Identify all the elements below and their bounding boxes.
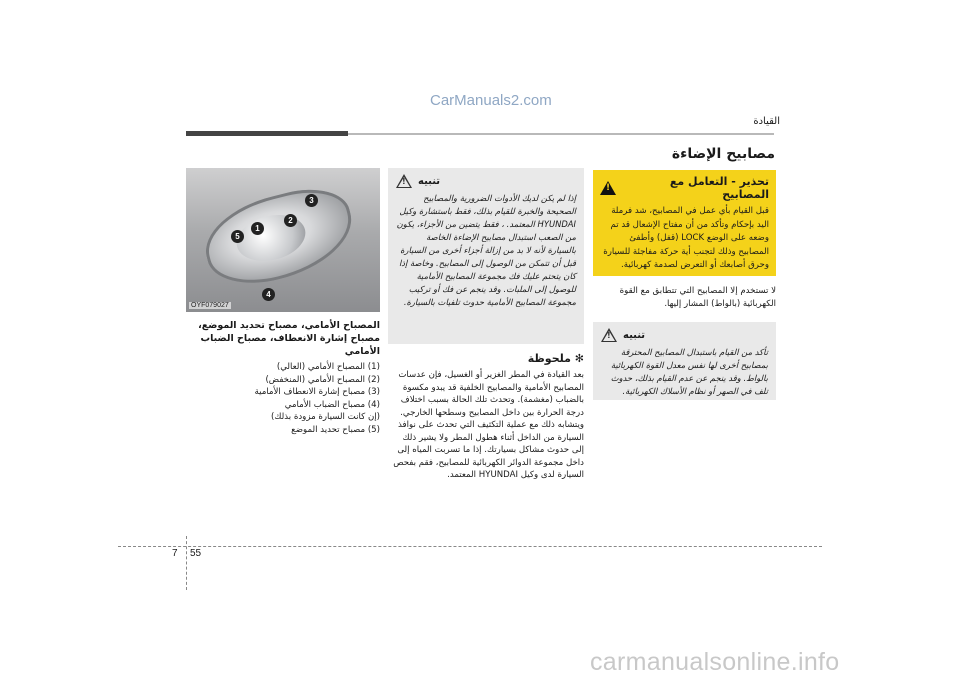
note-body: ﺑﻌﺪ ﺍﻟﻘﻴﺎﺩﺓ ﻓﻲ ﺍﻟﻤﻄﺮ ﺍﻟﻐﺰﻳﺮ ﺃﻭ ﺍﻟﻐﺴﻴﻞ، ﻓﺈﻥ ﻋﺪﺳﺎﺕ ﺍﻟﻤﺼﺎﺑﻴﺢ ﺍﻷﻣﺎﻣﻴﺔ ﻭﺍﻟﻤﺼﺎﺑﻴﺢ ﺍﻟﺨﻠﻔﻴﺔ ﻗﺪ ﻳﺒﺪﻭ ﻣﻜﺴﻮﺓ ﺑﺎﻟﻀﺒﺎﺏ (ﻣﻐﺸﻤﺔ). ﻭﺗﺤﺪﺙ ﺗﻠﻚ ﺍﻟﺤﺎﻟﺔ ﺑﺴﺒﺐ ﺍﺧﺘﻼﻑ ﺩﺭﺟﺔ ﺍﻟﺤﺮﺍﺭﺓ ﺑﻴﻦ ﺩﺍﺧﻞ ﺍﻟﻤﺼﺎﺑﻴﺢ ﻭﺳﻄﺤﻬﺎ ﺍﻟﺨﺎﺭﺟﻲ. ﻭﻳﺘﺸﺎﺑﻪ ﺫﻟﻚ ﻣﻊ ﻋﻤﻠﻴﺔ ﺍﻟﺘﻜﺜﻴﻒ ﺍﻟﺘﻲ ﺗﺤﺪﺙ ﻋﻠﻰ ﻧﻮﺍﻓﺬ ﺍﻟﺴﻴﺎﺭﺓ ﻣﻦ ﺍﻟﺪﺍﺧﻞ ﺃﺛﻨﺎﺀ ﻫﻄﻮﻝ ﺍﻟﻤﻄﺮ ﻭﻻ ﻳﺸﻴﺮ ﺫﻟﻚ ﺇﻟﻰ ﺣﺪﻭﺙ ﻣﺸﺎﻛﻞ ﺑﺴﻴﺎﺭﺗﻚ. ﺇﺫﺍ ﻣﺎ ﺗﺴﺮﺑﺖ ﺍﻟﻤﻴﺎﻩ ﺇﻟﻰ ﺩﺍﺧﻞ ﻣﺠﻤﻮﻋﺔ ﺍﻟﺪﻭﺍﺋﺮ ﺍﻟﻜﻬﺮﺑﺎﺋﻴﺔ ﻟﻠﻤﺼﺎﺑﻴﺢ، ﻓﻘﻢ ﺑﻔﺤﺺ ﺍﻟﺴﻴﺎﺭﺓ ﻟﺪﻯ ﻭﻛﻴﻞ HYUNDAI ﺍﻟﻤﻌﺘﻤﺪ.: [393, 370, 584, 480]
figure-caption: [186, 319, 380, 436]
headlamp-image: [196, 179, 361, 295]
caution-triangle-icon: [601, 328, 617, 342]
warning-body: ﻗﺒﻞ ﺍﻟﻘﻴﺎﻡ ﺑﺄﻱ ﻋﻤﻞ ﻓﻲ ﺍﻟﻤﺼﺎﺑﻴﺢ، ﺷﺪ ﻓﺮﻣﻠﺔ ﺍﻟﻴﺪ ﺑﺈﺣﻜﺎﻡ ﻭﺗﺄﻛﺪ ﻣﻦ ﺃﻥ ﻣﻔﺘﺎﺡ ﺍﻹﺷﻌﺎﻝ ﻗﺪ ﺗﻢ ﻭﺿﻌﻪ ﻋﻠﻰ ﺍﻟﻮﺿﻊ LOCK (ﻗﻔﻞ) ﻭﺃﻃﻔﺊ ﺍﻟﻤﺼﺎﺑﻴﺢ ﻭﺫﻟﻚ ﻟﺘﺠﻨﺐ ﺃﻳﺔ ﺣﺮﻛﺔ ﻣﻔﺎﺟﺌﺔ ﻟﻠﺴﻴﺎﺭﺓ ﻭﺣﺮﻕ ﺃﺻﺎﺑﻌﻚ ﺃﻭ ﺍﻟﺘﻌﺮﺽ ﻟﺼﺪﻣﺔ ﻛﻬﺮﺑﺎﺋﻴﺔ.: [603, 206, 769, 270]
headlamp-photo: [186, 168, 380, 312]
figure-caption-list: [186, 361, 380, 436]
caution-heading-middle: [396, 174, 576, 188]
warning-triangle-icon: [600, 181, 616, 195]
footer-divider: [118, 546, 822, 547]
header-rule-accent: [186, 131, 348, 136]
callout-2: 2: [284, 214, 297, 227]
caution-title-middle: ﺗﻨﺒﻴﻪ: [418, 175, 441, 187]
caution-title-right: ﺗﻨﺒﻴﻪ: [623, 329, 646, 341]
note-title: ﻣﻠﺤﻮﻇﺔ: [527, 352, 571, 365]
warning-title: ﺗﺤﺬﻳﺮ - ﺍﻟﺘﻌﺎﻣﻞ ﻣﻊ ﺍﻟﻤﺼﺎﺑﻴﺢ: [669, 175, 769, 201]
callout-3: 3: [305, 194, 318, 207]
warning-box: [593, 170, 776, 276]
caution-heading-right: [601, 328, 768, 342]
callout-4: 4: [262, 288, 275, 301]
figure-caption-heading: ﺍﻟﻤﺼﺒﺎﺡ ﺍﻷﻣﺎﻣﻲ، ﻣﺼﺒﺎﺡ ﺗﺤﺪﻳﺪ ﺍﻟﻤﻮﺿﻊ، ﻣﺼﺒﺎﺡ ﺇﺷﺎﺭﺓ ﺍﻻﻧﻌﻄﺎﻑ، ﻣﺼﺒﺎﺡ ﺍﻟﻀﺒﺎﺏ ﺍﻷﻣﺎﻣﻲ: [198, 320, 380, 357]
caution-body-middle: ﺇﺫﺍ ﻟﻢ ﻳﻜﻦ ﻟﺪﻳﻚ ﺍﻷﺩﻭﺍﺕ ﺍﻟﻀﺮﻭﺭﻳﺔ ﻭﺍﻟﻤﺼﺎﺑﻴﺢ ﺍﻟﺼﺤﻴﺤﺔ ﻭﺍﻟﺨﺒﺮﺓ ﻟﻠﻘﻴﺎﻡ ﺑﺬﻟﻚ، ﻓﻘﻂ ﺑﺎﺳﺘﺸﺎﺭﺓ ﻭﻛﻴﻞ HYUNDAI ﺍﻟﻤﻌﺘﻤﺪ. ، ﻓﻘﻂ ﻳﺘﻀﻴﻦ ﻣﻦ ﺍﻷﺟﺰﺍﺀ، ﻳﻜﻮﻥ ﻣﻦ ﺍﻟﺼﻌﺐ ﺍﺳﺘﺒﺪﺍﻝ ﻣﺼﺎﺑﻴﺢ ﺍﻹﺿﺎﺀﺓ ﺍﻟﺨﺎﺻﺔ ﺑﺎﻟﺴﻴﺎﺭﺓ ﻷﻧﻪ ﻻ ﺑﺪ ﻣﻦ ﺇﺯﺍﻟﺔ ﺃﺟﺰﺍﺀ ﺃﺧﺮﻯ ﻣﻦ ﺍﻟﺴﻴﺎﺭﺓ ﻗﺒﻞ ﺃﻥ ﺗﺘﻤﻜﻦ ﻣﻦ ﺍﻟﻮﺻﻮﻝ ﺇﻟﻰ ﺍﻟﻤﺼﺎﺑﻴﺢ. ﻭﺧﺎﺻﺔ ﺇﺫﺍ ﻛﺎﻥ ﻳﺘﺤﺘﻢ ﻋﻠﻴﻚ ﻓﻚ ﻣﺠﻤﻮﻋﺔ ﺍﻟﻤﺼﺎﺑﻴﺢ ﺍﻷﻣﺎﻣﻴﺔ ﻟﻠﻮﺻﻮﻝ ﺇﻟﻰ ﺍﻟﻤﻠﺒﺎﺕ. ﻭﻗﺪ ﻳﻨﺠﻢ ﻋﻦ ﻓﻚ ﺃﻭ ﺗﺮﻛﻴﺐ ﻣﺠﻤﻮﻋﺔ ﺍﻟﻤﺼﺎﺑﻴﺢ ﺍﻷﻣﺎﻣﻴﺔ ﺣﺪﻭﺙ ﺗﻠﻔﻴﺎﺕ ﺑﺎﻟﺴﻴﺎﺭﺓ.: [396, 193, 576, 307]
caution-box-middle: [388, 168, 584, 344]
section-label: ﺍﻟﻘﻴﺎﺩﺓ: [753, 116, 780, 127]
watermark-top: CarManuals2.com: [430, 92, 552, 109]
watermark-bottom: carmanualsonline.info: [590, 648, 840, 676]
list-item: (2) ﺍﻟﻤﺼﺒﺎﺡ ﺍﻷﻣﺎﻣﻲ (ﺍﻟﻤﻨﺨﻔﺾ): [265, 374, 380, 385]
page-number: 55: [190, 548, 202, 559]
note-marker-icon: ✻: [574, 352, 584, 365]
note-section: [388, 352, 584, 482]
page-title: ﻣﺼﺎﺑﻴﺢ ﺍﻹﺿﺎﺀﺓ: [671, 146, 775, 162]
note-heading: [388, 352, 584, 365]
caution-triangle-icon-middle: [396, 174, 412, 188]
chapter-number: 7: [172, 548, 178, 559]
intro-text: ﻻ ﺗﺴﺘﺨﺪﻡ ﺇﻻ ﺍﻟﻤﺼﺎﺑﻴﺢ ﺍﻟﺘﻲ ﺗﺘﻄﺎﺑﻖ ﻣﻊ ﺍﻟﻘﻮﺓ ﺍﻟﻜﻬﺮﺑﺎﺋﻴﺔ (ﺑﺎﻟﻮﺍﻁ) ﺍﻟﻤﺸﺎﺭ ﺇﻟﻴﻬﺎ.: [619, 286, 776, 309]
figure-code: OYF079027: [191, 302, 229, 309]
list-item: (1) ﺍﻟﻤﺼﺒﺎﺡ ﺍﻷﻣﺎﻣﻲ (ﺍﻟﻌﺎﻟﻲ): [276, 362, 380, 372]
list-item: (4) ﻣﺼﺒﺎﺡ ﺍﻟﻀﺒﺎﺏ ﺍﻷﻣﺎﻣﻲ: [284, 399, 380, 410]
caution-box-right: [593, 322, 776, 400]
caution-body-right: ﺗﺄﻛﺪ ﻣﻦ ﺍﻟﻘﻴﺎﻡ ﺑﺎﺳﺘﺒﺪﺍﻝ ﺍﻟﻤﺼﺎﺑﻴﺢ ﺍﻟﻤﺤﺘﺮﻗﺔ ﺑﻤﺼﺎﺑﻴﺢ ﺃﺧﺮﻯ ﻟﻬﺎ ﻧﻔﺲ ﻣﻌﺪﻝ ﺍﻟﻘﻮﺓ ﺍﻟﻜﻬﺮﺑﺎﺋﻴﺔ ﺑﺎﻟﻮﺍﻁ. ﻭﻗﺪ ﻳﻨﺠﻢ ﻋﻦ ﻋﺪﻡ ﺍﻟﻘﻴﺎﻡ ﺑﺬﻟﻚ، ﺣﺪﻭﺙ ﺗﻠﻒ ﻓﻲ ﺍﻟﺼﻬﺮ ﺃﻭ ﻧﻈﺎﻡ ﺍﻷﺳﻼﻙ ﺍﻟﻜﻬﺮﺑﺎﺋﻴﺔ.: [610, 347, 768, 396]
callout-5: 5: [231, 230, 244, 243]
callout-1: 1: [251, 222, 264, 235]
footer-vertical-divider: [186, 536, 187, 590]
list-item: (ﺇﻥ ﻛﺎﻧﺖ ﺍﻟﺴﻴﺎﺭﺓ ﻣﺰﻭﺩﺓ ﺑﺬﻟﻚ): [271, 412, 380, 422]
warning-heading: [600, 175, 769, 201]
list-item: (5) ﻣﺼﺒﺎﺡ ﺗﺤﺪﻳﺪ ﺍﻟﻤﻮﺿﻊ: [291, 424, 380, 435]
list-item: (3) ﻣﺼﺒﺎﺡ ﺇﺷﺎﺭﺓ ﺍﻻﻧﻌﻄﺎﻑ ﺍﻷﻣﺎﻣﻴﺔ: [254, 387, 380, 397]
